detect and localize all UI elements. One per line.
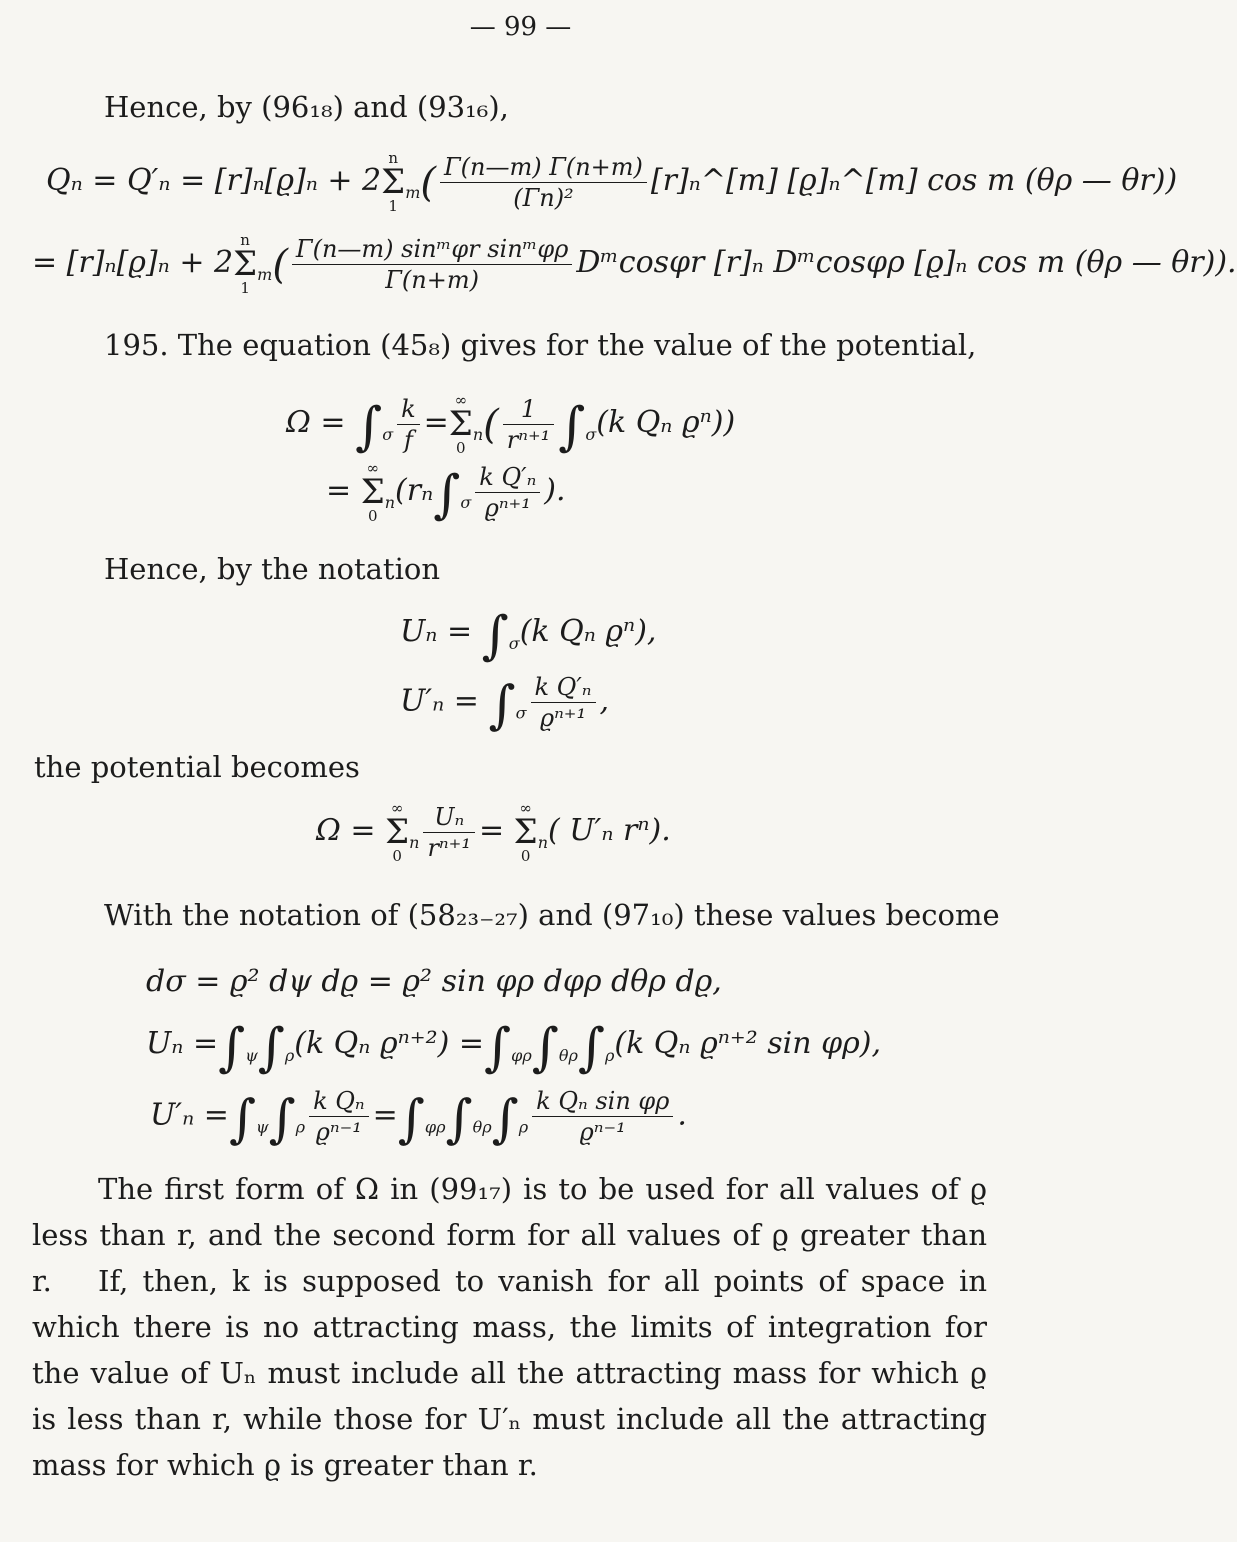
potential-becomes: the potential becomes — [34, 750, 360, 784]
eq3-kf-fraction — [397, 394, 420, 455]
equation-4: = ∞ Σ 0 $_n(r_n\int_\sigma$ $\frac{\text{k Q′ₙ}}{\text{ϱⁿ⁺¹}}$ ). — [326, 459, 566, 525]
eq7-numerator: Uₙ — [423, 802, 475, 833]
eq10-fraction-1-denominator: ϱⁿ⁻¹ — [315, 1118, 362, 1146]
eq4-sum-bottom: 0 — [367, 507, 378, 525]
eq4-denominator: ϱⁿ⁺¹ — [484, 493, 531, 522]
eq5-lhs: Uₙ = — [400, 614, 473, 649]
eq6-numerator: k Q′ₙ — [531, 672, 596, 703]
paragraph-first-form: The first form of Ω in (99₁₇) is to be used for all values of ϱ less than r, and the second form for all values of ϱ greater than r. — [32, 1172, 987, 1298]
eq7-lhs: Ω = — [316, 813, 376, 848]
eq3-denominator: rⁿ⁺¹ — [506, 425, 551, 454]
eq1-numerator: Γ(n—m) Γ(n+m) — [440, 152, 647, 183]
eq9-lhs: Uₙ = — [146, 1026, 219, 1061]
eq10-fraction-1-numerator: k Qₙ — [309, 1086, 369, 1117]
eq1-lhs: Qₙ = Q′ₙ = [r]ₙ[ϱ]ₙ + 2 — [46, 163, 382, 198]
eq3-kf-denominator: f — [403, 425, 413, 454]
with-notation-line: With the notation of (58₂₃₋₂₇) and (97₁₀) these values become — [104, 898, 1000, 932]
eq10-lhs: U′ₙ = — [150, 1097, 229, 1133]
eq2-sum-top: n — [240, 231, 250, 249]
eq4-sum: ∞ Σ 0 — [360, 459, 385, 525]
eq2-sum-bottom: 1 — [240, 279, 250, 297]
eq6-rest: , — [599, 683, 610, 719]
eq1-sum-top: n — [388, 149, 399, 167]
intro-notation: Hence, by the notation — [104, 552, 440, 586]
eq10-fraction-2 — [532, 1086, 673, 1147]
eq4-pre: (rₙ — [395, 473, 434, 508]
eq3-sum-bottom: 0 — [456, 439, 466, 457]
equation-10: $U'_n =\int_\psi\int_\rho$ $\frac{\text{k Qₙ}}{\text{ϱⁿ⁻¹}}$ $=\int_{\varphi\rho}\int_{\theta\rho}\int_\rho$ $\frac{\text{k Qₙ sin φρ}}{\text{ϱⁿ⁻¹}}$ . — [150, 1087, 687, 1150]
eq2-sum: n Σ 1 — [233, 231, 258, 297]
eq6-denominator: ϱⁿ⁺¹ — [539, 704, 587, 732]
eq7-denominator: rⁿ⁺¹ — [427, 833, 471, 862]
eq7-sum-2-bottom: 0 — [520, 847, 531, 865]
eq2-denominator: Γ(n+m) — [385, 265, 479, 294]
eq9-mid: (k Qₙ ϱⁿ⁺²) = — [294, 1026, 485, 1061]
eq3-lhs: Ω = — [286, 405, 346, 440]
eq4-lhs: = — [326, 473, 352, 508]
eq7-sum-1: ∞ Σ 0 — [385, 799, 410, 865]
eq1-sum-bottom: 1 — [388, 197, 398, 215]
eq10-equals: = — [372, 1097, 398, 1133]
eq2-fraction — [292, 234, 572, 295]
equation-5: $U_n = \int_\sigma(k$ Qₙ ϱⁿ), — [400, 606, 657, 666]
eq2-numerator: Γ(n—m) sinᵐφr sinᵐφρ — [292, 234, 572, 265]
eq7-fraction — [423, 802, 475, 863]
intro-line: Hence, by (96₁₈) and (93₁₆), — [104, 90, 509, 124]
paragraph-if-then: If, then, k is supposed to vanish for all points of space in which there is no attracting mass, the limits of integration for the value of Uₙ must include all the attracting mass for which ϱ is less than r, while those for U′ₙ must include all the attracting mass for which ϱ is greater than r. — [32, 1264, 987, 1482]
eq3-fraction — [503, 394, 555, 455]
eq4-rest: ). — [544, 473, 566, 508]
eq1-denominator: (Γn)² — [513, 183, 574, 212]
eq7-equals: = — [478, 813, 505, 848]
eq3-equals: = — [423, 405, 449, 440]
eq3-sum-top: ∞ — [454, 391, 468, 409]
eq10-rest: . — [677, 1097, 687, 1133]
eq7-sum-1-bottom: 0 — [392, 847, 402, 865]
eq6-lhs: U′ₙ = — [400, 683, 479, 719]
eq4-fraction — [475, 462, 540, 523]
eq1-rest: [r]ₙ^[m] [ϱ]ₙ^[m] cos m (θρ — θr)) — [650, 163, 1178, 198]
eq5-rest: (k Qₙ ϱⁿ), — [519, 614, 657, 649]
eq2-rest: Dᵐcosφr [r]ₙ Dᵐcosφρ [ϱ]ₙ cos m (θρ — θr)). — [576, 245, 1237, 280]
eq10-fraction-2-numerator: k Qₙ sin φρ — [532, 1086, 673, 1117]
eq7-sum-2-top: ∞ — [519, 799, 532, 817]
eq4-numerator: k Q′ₙ — [475, 462, 540, 493]
equation-3: $\Omega = \int_\sigma$ $\frac{k}{f}$ = ∞ Σ 0 $_n$( $\frac{1}{\text{rⁿ⁺¹}}$ $\int_\sigma(k$ Qₙ ϱⁿ)) — [286, 391, 736, 457]
eq6-fraction — [531, 672, 596, 733]
equation-7: Ω = ∞ Σ 0 $_n$ $\frac{\text{Uₙ}}{\text{rⁿ⁺¹}}$ = ∞ Σ 0 $_n$( U′ₙ rⁿ). — [316, 799, 671, 865]
equation-6: $U'_n = \int_\sigma$ $\frac{\text{k Q′ₙ}}{\text{ϱⁿ⁺¹}}$ , — [400, 673, 610, 736]
eq3-numerator: 1 — [503, 394, 555, 425]
eq7-sum-1-top: ∞ — [390, 799, 404, 817]
equation-2: = [r]ₙ[ϱ]ₙ + 2 n Σ 1 $_m$( $\frac{\text{Γ(n—m) sinᵐφr sinᵐφρ}}{\Gamma(n+m)}$ Dᵐcosφr [r]ₙ Dᵐcosφρ [ϱ]ₙ cos m (θρ — θr)). — [32, 231, 1237, 297]
eq3-sum: ∞ Σ 0 — [448, 391, 473, 457]
eq7-sum-2: ∞ Σ 0 — [513, 799, 538, 865]
eq1-fraction — [440, 152, 647, 213]
eq7-rest: ( U′ₙ rⁿ). — [548, 813, 671, 848]
equation-9: $U_n =\int_\psi\int_\rho(k$ Qₙ $ϱ^{n+2}) =\int_{\varphi\rho}\int_{\theta\rho}\int_\rho(k$ Qₙ ϱⁿ⁺² sin φρ), — [146, 1018, 881, 1078]
eq10-fraction-1 — [309, 1086, 369, 1147]
eq3-kf-numerator: k — [397, 394, 420, 425]
paragraph-195: 195. The equation (45₈) gives for the value of the potential, — [104, 328, 977, 362]
eq2-lhs: = [r]ₙ[ϱ]ₙ + 2 — [32, 245, 234, 280]
equation-8: dσ = ϱ² dψ dϱ = ϱ² sin φρ dφρ dθρ dϱ, — [146, 964, 722, 999]
eq10-fraction-2-denominator: ϱⁿ⁻¹ — [579, 1118, 626, 1146]
eq4-sum-top: ∞ — [366, 459, 379, 477]
page-number: — 99 — — [469, 12, 572, 42]
eq3-rest: (k Qₙ ϱⁿ)) — [596, 405, 736, 440]
eq1-sum: n Σ 1 — [381, 149, 406, 215]
equation-1: Qₙ = Q′ₙ = [r]ₙ[ϱ]ₙ + 2 n Σ 1 $_m$( $\frac{\Gamma(n—m) \Gamma(n+m)}{\text{(Γn)²}}$ [r]ₙ^[m] [ϱ]ₙ^[m] cos m (θρ — θr)) — [46, 149, 1178, 215]
eq9-rest: (k Qₙ ϱⁿ⁺² sin φρ), — [614, 1026, 881, 1061]
